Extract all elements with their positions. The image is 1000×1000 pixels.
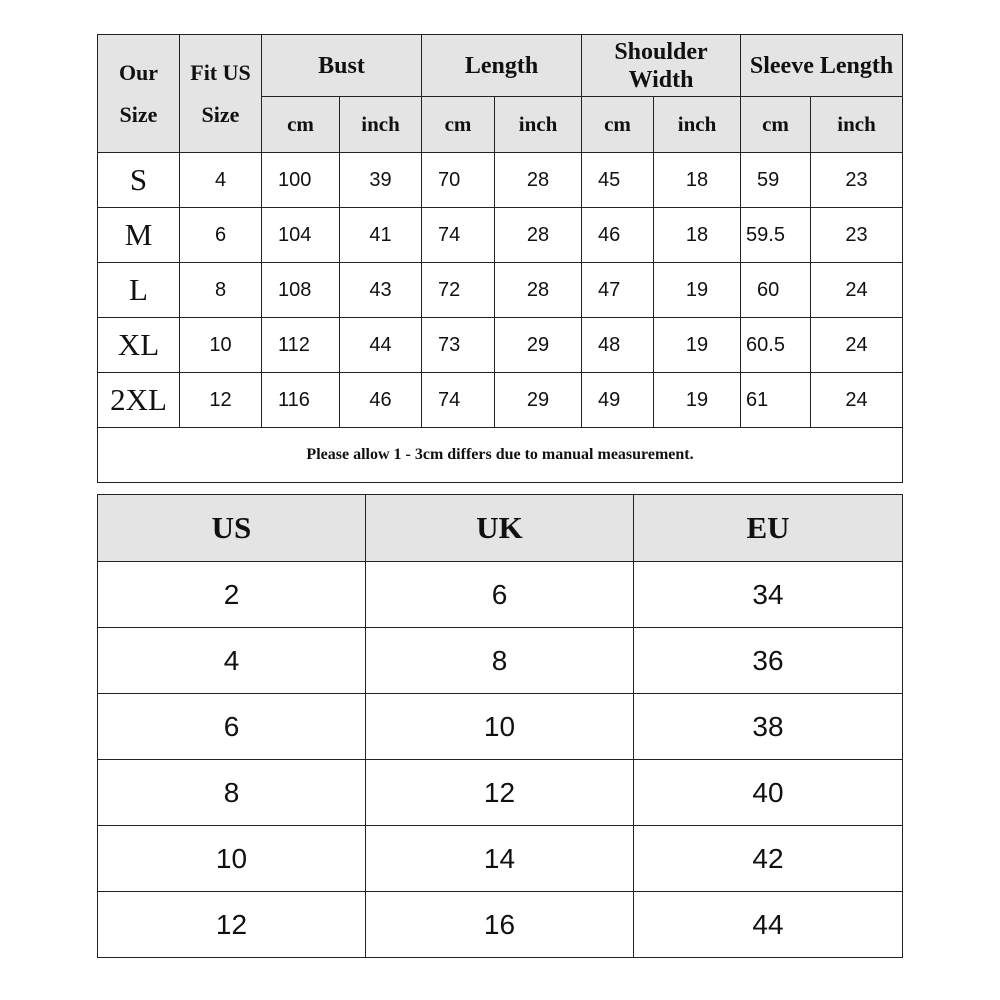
- size-measurement-table: [97, 34, 903, 483]
- length-cm-cell: 74: [422, 208, 495, 263]
- length-cm-cell: 70: [422, 153, 495, 208]
- sleeve-cm-cell: 60: [741, 263, 811, 318]
- eu-cell: 34: [634, 562, 903, 628]
- length-cm-header: cm: [422, 97, 495, 153]
- us-cell: 10: [98, 826, 366, 892]
- length-cm-cell: 74: [422, 373, 495, 428]
- uk-header: UK: [366, 495, 634, 562]
- table-row: [98, 318, 903, 373]
- bust-cm-cell: 116: [262, 373, 340, 428]
- eu-cell: 44: [634, 892, 903, 958]
- bust-inch-cell: 41: [340, 208, 422, 263]
- bust-inch-cell: 43: [340, 263, 422, 318]
- length-inch-cell: 28: [495, 153, 582, 208]
- size-label: XL: [98, 318, 180, 373]
- size-label: M: [98, 208, 180, 263]
- bust-inch-header: inch: [340, 97, 422, 153]
- eu-cell: 40: [634, 760, 903, 826]
- uk-cell: 8: [366, 628, 634, 694]
- fit-us-size-cell: 10: [180, 318, 262, 373]
- length-inch-cell: 29: [495, 318, 582, 373]
- shoulder-cm-header: cm: [582, 97, 654, 153]
- shoulder-cm-cell: 46: [582, 208, 654, 263]
- bust-inch-cell: 39: [340, 153, 422, 208]
- shoulder-inch-cell: 19: [654, 318, 741, 373]
- length-header: Length: [422, 35, 582, 97]
- fit-us-size-cell: 6: [180, 208, 262, 263]
- table-row: [98, 373, 903, 428]
- sleeve-inch-cell: 24: [811, 263, 903, 318]
- bust-cm-cell: 100: [262, 153, 340, 208]
- table-row: [98, 760, 903, 826]
- table-row: [98, 826, 903, 892]
- bust-header: Bust: [262, 35, 422, 97]
- bust-cm-header: cm: [262, 97, 340, 153]
- us-cell: 8: [98, 760, 366, 826]
- table-row: [98, 153, 903, 208]
- us-header: US: [98, 495, 366, 562]
- sleeve-length-header: Sleeve Length: [741, 35, 903, 97]
- shoulder-inch-cell: 19: [654, 373, 741, 428]
- fit-us-size-cell: 4: [180, 153, 262, 208]
- uk-cell: 16: [366, 892, 634, 958]
- us-cell: 12: [98, 892, 366, 958]
- us-cell: 4: [98, 628, 366, 694]
- table-row: [98, 694, 903, 760]
- eu-cell: 42: [634, 826, 903, 892]
- our-size-header: Our Size: [98, 35, 180, 153]
- sleeve-cm-cell: 59: [741, 153, 811, 208]
- shoulder-width-header: Shoulder Width: [582, 35, 741, 97]
- bust-cm-cell: 108: [262, 263, 340, 318]
- shoulder-inch-cell: 18: [654, 153, 741, 208]
- note-row: [98, 428, 903, 483]
- uk-cell: 6: [366, 562, 634, 628]
- bust-cm-cell: 104: [262, 208, 340, 263]
- size-label: L: [98, 263, 180, 318]
- us-cell: 6: [98, 694, 366, 760]
- sleeve-cm-header: cm: [741, 97, 811, 153]
- sleeve-inch-cell: 23: [811, 153, 903, 208]
- header-row: [98, 35, 903, 97]
- sleeve-inch-cell: 24: [811, 373, 903, 428]
- sleeve-cm-cell: 60.5: [741, 318, 811, 373]
- sleeve-cm-cell: 61: [741, 373, 811, 428]
- shoulder-inch-cell: 19: [654, 263, 741, 318]
- length-inch-cell: 28: [495, 263, 582, 318]
- uk-cell: 10: [366, 694, 634, 760]
- bust-inch-cell: 44: [340, 318, 422, 373]
- uk-cell: 14: [366, 826, 634, 892]
- sleeve-inch-cell: 23: [811, 208, 903, 263]
- sleeve-inch-cell: 24: [811, 318, 903, 373]
- fit-us-size-cell: 12: [180, 373, 262, 428]
- eu-cell: 38: [634, 694, 903, 760]
- table-row: [98, 562, 903, 628]
- table-row: [98, 892, 903, 958]
- fit-us-size-header: Fit US Size: [180, 35, 262, 153]
- length-cm-cell: 73: [422, 318, 495, 373]
- shoulder-inch-cell: 18: [654, 208, 741, 263]
- measurement-note: Please allow 1 - 3cm differs due to manual measurement.: [98, 428, 903, 483]
- us-cell: 2: [98, 562, 366, 628]
- shoulder-cm-cell: 47: [582, 263, 654, 318]
- uk-cell: 12: [366, 760, 634, 826]
- table-row: [98, 208, 903, 263]
- size-label: 2XL: [98, 373, 180, 428]
- conversion-header-row: [98, 495, 903, 562]
- shoulder-cm-cell: 45: [582, 153, 654, 208]
- eu-cell: 36: [634, 628, 903, 694]
- table-row: [98, 263, 903, 318]
- sleeve-inch-header: inch: [811, 97, 903, 153]
- length-inch-cell: 29: [495, 373, 582, 428]
- eu-header: EU: [634, 495, 903, 562]
- shoulder-inch-header: inch: [654, 97, 741, 153]
- bust-cm-cell: 112: [262, 318, 340, 373]
- shoulder-cm-cell: 49: [582, 373, 654, 428]
- length-cm-cell: 72: [422, 263, 495, 318]
- fit-us-size-cell: 8: [180, 263, 262, 318]
- size-conversion-table: [97, 494, 903, 958]
- length-inch-header: inch: [495, 97, 582, 153]
- size-label: S: [98, 153, 180, 208]
- bust-inch-cell: 46: [340, 373, 422, 428]
- table-row: [98, 628, 903, 694]
- shoulder-cm-cell: 48: [582, 318, 654, 373]
- sleeve-cm-cell: 59.5: [741, 208, 811, 263]
- length-inch-cell: 28: [495, 208, 582, 263]
